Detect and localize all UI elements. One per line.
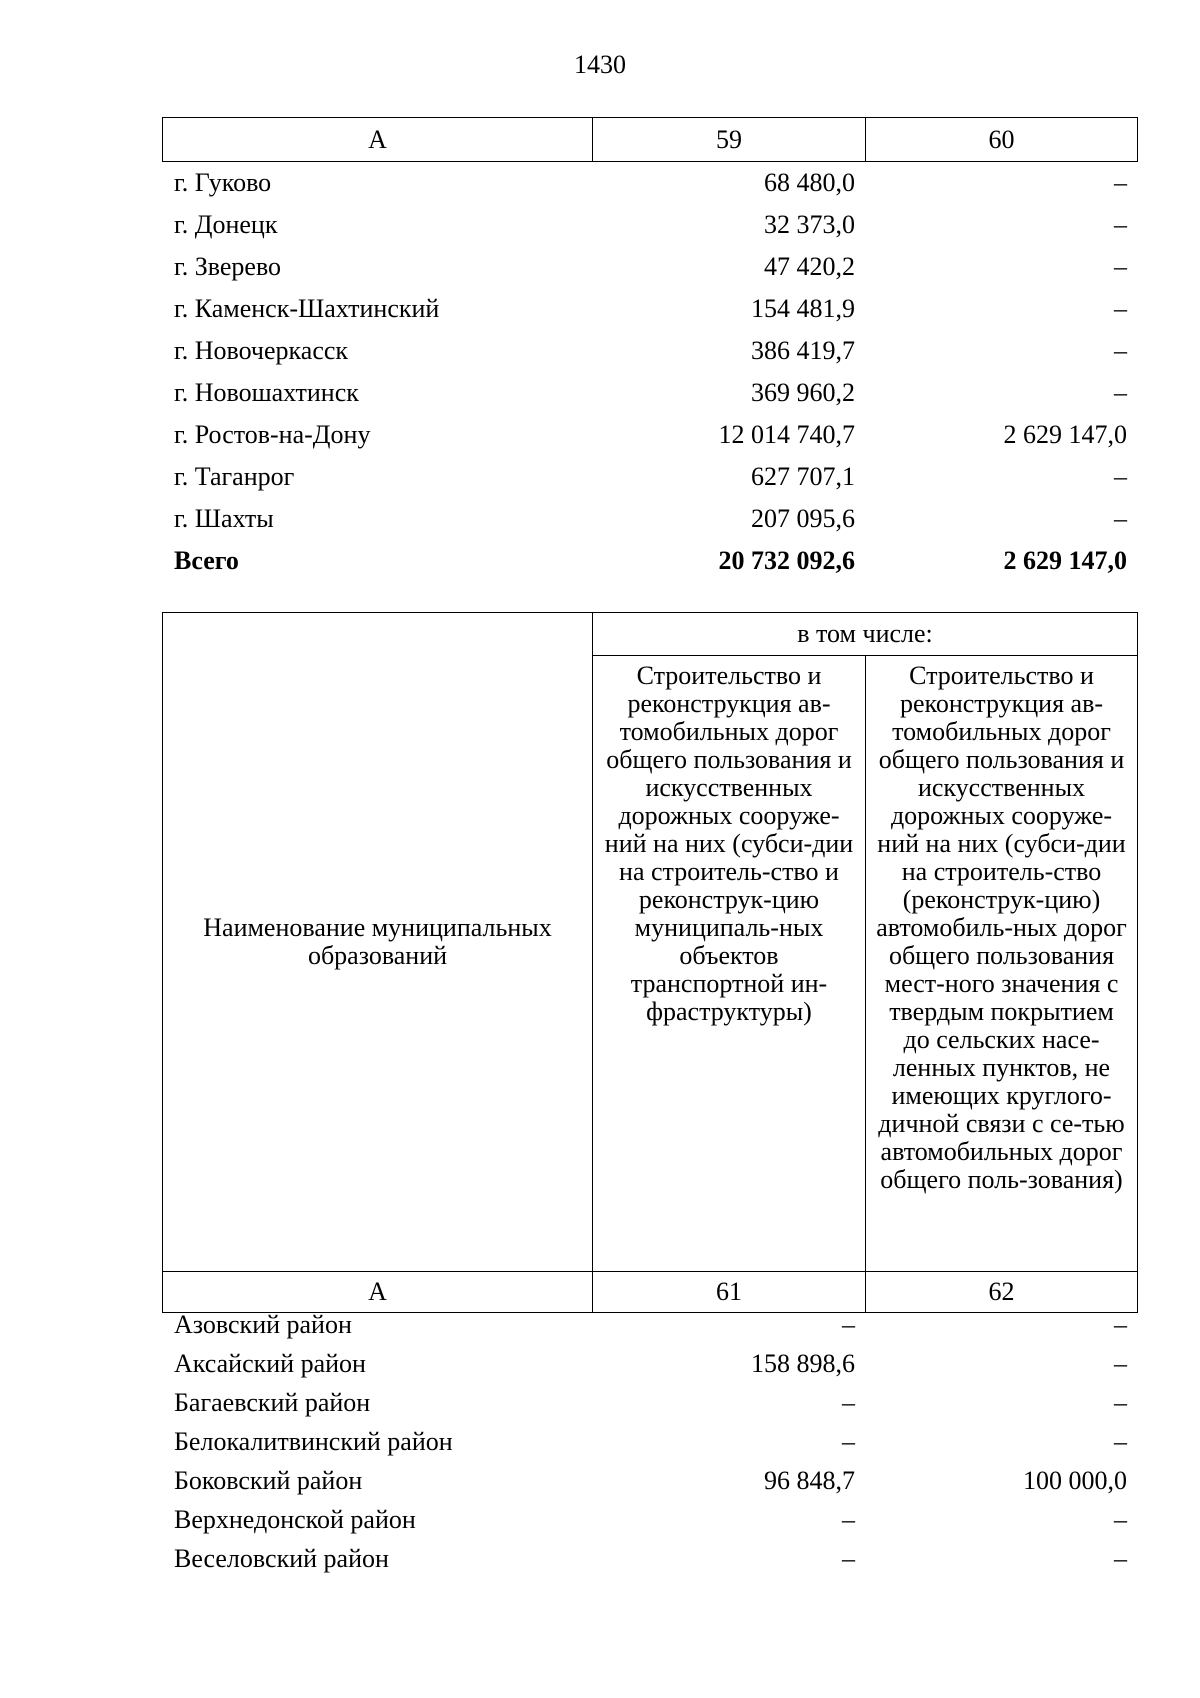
value-col-61: – — [842, 1310, 855, 1339]
value-col-59: 68 480,0 — [764, 168, 855, 197]
column-number-a: А — [163, 1272, 593, 1313]
table-row — [162, 288, 1137, 330]
table-row — [162, 1383, 1137, 1422]
including-header: в том числе: — [593, 613, 1138, 656]
value-col-60: – — [1114, 504, 1127, 533]
total-col-59: 20 732 092,6 — [718, 546, 855, 575]
value-col-60: 2 629 147,0 — [1003, 420, 1127, 449]
value-col-61: – — [842, 1544, 855, 1573]
table-row — [162, 1305, 1137, 1344]
table-row — [162, 414, 1137, 456]
column-header-60: 60 — [866, 118, 1138, 162]
table-row — [162, 1500, 1137, 1539]
municipality-name: Азовский район — [174, 1310, 352, 1339]
page-number: 1430 — [574, 50, 626, 79]
value-col-59: 32 373,0 — [764, 210, 855, 239]
value-col-61: – — [842, 1427, 855, 1456]
municipality-name: г. Каменск-Шахтинский — [174, 294, 440, 323]
value-col-62: 100 000,0 — [1023, 1466, 1127, 1495]
value-col-60: – — [1114, 252, 1127, 281]
value-col-60: – — [1114, 336, 1127, 365]
value-col-62: – — [1114, 1388, 1127, 1417]
table-row — [162, 162, 1137, 204]
municipality-name: г. Шахты — [174, 504, 274, 533]
total-label: Всего — [174, 546, 239, 575]
total-row — [162, 540, 1137, 582]
column-number-62: 62 — [866, 1272, 1138, 1313]
municipality-name: Багаевский район — [174, 1388, 371, 1417]
value-col-60: – — [1114, 168, 1127, 197]
municipality-name: Белокалитвинский район — [174, 1427, 453, 1456]
municipality-name: г. Ростов-на-Дону — [174, 420, 371, 449]
value-col-59: 12 014 740,7 — [718, 420, 855, 449]
municipality-name: г. Донецк — [174, 210, 278, 239]
municipality-name: г. Зверево — [174, 252, 282, 281]
value-col-60: – — [1114, 462, 1127, 491]
value-col-60: – — [1114, 378, 1127, 407]
municipality-name: г. Гуково — [174, 168, 272, 197]
municipality-name: Веселовский район — [174, 1544, 389, 1573]
table-row — [162, 1422, 1137, 1461]
municipality-column-header: Наименование муниципальных образований — [163, 613, 593, 1272]
value-col-61: 96 848,7 — [764, 1466, 855, 1495]
table-row — [162, 1539, 1137, 1578]
table-row — [162, 1461, 1137, 1500]
value-col-60: – — [1114, 210, 1127, 239]
total-col-60: 2 629 147,0 — [1003, 546, 1127, 575]
value-col-61: 158 898,6 — [751, 1349, 855, 1378]
table1-body — [162, 162, 1137, 582]
column-header-a: А — [163, 118, 593, 162]
column-number-61: 61 — [593, 1272, 866, 1313]
value-col-59: 386 419,7 — [751, 336, 855, 365]
value-col-61: – — [842, 1505, 855, 1534]
table-row — [162, 330, 1137, 372]
municipality-name: Аксайский район — [174, 1349, 366, 1378]
value-col-62: – — [1114, 1310, 1127, 1339]
value-col-62: – — [1114, 1544, 1127, 1573]
table-row — [162, 456, 1137, 498]
table-row — [162, 498, 1137, 540]
value-col-62: – — [1114, 1427, 1127, 1456]
value-col-59: 47 420,2 — [764, 252, 855, 281]
municipality-name: Верхнедонской район — [174, 1505, 416, 1534]
table1-header — [162, 117, 1138, 162]
value-col-59: 627 707,1 — [751, 462, 855, 491]
value-col-62: – — [1114, 1505, 1127, 1534]
table2-body — [162, 1305, 1137, 1578]
column-header-59: 59 — [593, 118, 866, 162]
municipality-name: Боковский район — [174, 1466, 363, 1495]
value-col-60: – — [1114, 294, 1127, 323]
table-row — [162, 1344, 1137, 1383]
value-col-59: 369 960,2 — [751, 378, 855, 407]
table-row — [162, 372, 1137, 414]
table-row — [162, 246, 1137, 288]
value-col-59: 154 481,9 — [751, 294, 855, 323]
table-row — [162, 204, 1137, 246]
table2-header — [162, 612, 1138, 1313]
column-62-description: Строительство и реконструкция ав-томобильных дорог общего пользования и искусственных дорожных сооруже-ний на них (субси-дии на строитель-ство (реконструк-цию) автомобиль-ных дорог общего пользования мест-ного значения с твердым покрытием до сельских насе-ленных пунктов, не имеющих круглого-дичной связи с се-тью автомобильных дорог общего поль-зования) — [866, 656, 1138, 1272]
value-col-62: – — [1114, 1349, 1127, 1378]
value-col-59: 207 095,6 — [751, 504, 855, 533]
value-col-61: – — [842, 1388, 855, 1417]
column-61-description: Строительство и реконструкция ав-томобильных дорог общего пользования и искусственных дорожных сооруже-ний на них (субси-дии на строитель-ство и реконструк-цию муниципаль-ных объектов транспортной ин-фраструктуры) — [593, 656, 866, 1272]
municipality-name: г. Новошахтинск — [174, 378, 359, 407]
municipality-name: г. Новочеркасск — [174, 336, 349, 365]
municipality-name: г. Таганрог — [174, 462, 295, 491]
